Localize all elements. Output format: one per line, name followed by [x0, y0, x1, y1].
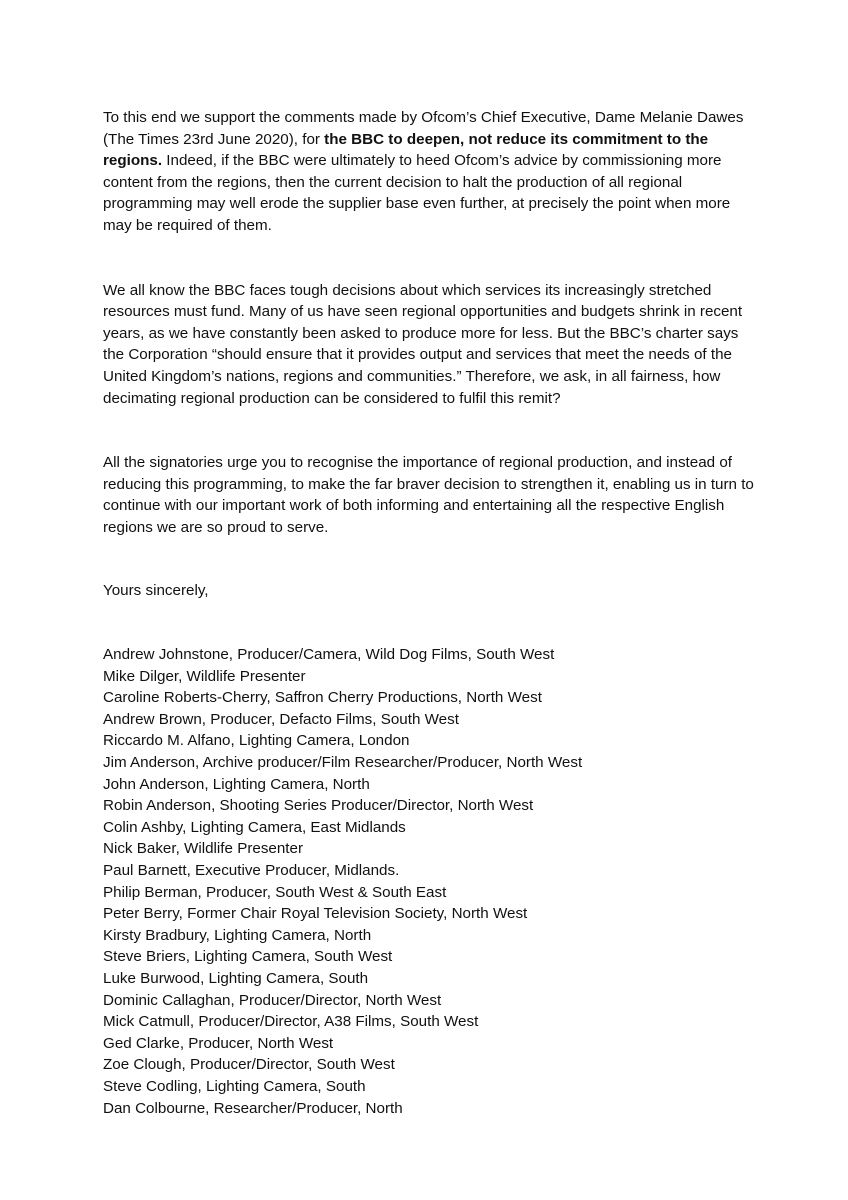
signatory-item: Jim Anderson, Archive producer/Film Researcher/Producer, North West	[103, 754, 583, 772]
paragraph-1-emphasis: the BBC to deepen, not reduce its commitment to the regions.	[103, 130, 709, 170]
paragraph-1-tail: Indeed, if the BBC were ultimately to heed Ofcom’s advice by commissioning more content from the regions, then the current decision to halt the production of all regional programming may well erode the supplier base even further, at precisely the point when more may be required of them.	[103, 152, 731, 234]
signatory-item: Robin Anderson, Shooting Series Producer/Director, North West	[103, 797, 534, 815]
paragraph-signatories-urge: All the signatories urge you to recognise the importance of regional production, and instead of reducing this programming, to make the far braver decision to strengthen it, enabling us in turn to continue with our important work of both informing and entertaining all the respective English regions we are so proud to serve.	[103, 454, 754, 536]
signatory-item: Riccardo M. Alfano, Lighting Camera, London	[103, 732, 410, 750]
signatory-item: Nick Baker, Wildlife Presenter	[103, 840, 304, 858]
signatory-item: Dan Colbourne, Researcher/Producer, North	[103, 1099, 403, 1117]
signatory-list	[103, 644, 763, 1119]
letter-body	[103, 107, 763, 1119]
signatory-item: Steve Briers, Lighting Camera, South West	[103, 948, 393, 966]
signatory-item: Ged Clarke, Producer, North West	[103, 1034, 334, 1052]
signatory-item: Philip Berman, Producer, South West & South East	[103, 883, 447, 901]
signatory-item: Dominic Callaghan, Producer/Director, North West	[103, 991, 442, 1009]
signatory-item: Peter Berry, Former Chair Royal Television Society, North West	[103, 905, 528, 923]
signatory-item: Steve Codling, Lighting Camera, South	[103, 1077, 366, 1095]
signatory-item: Paul Barnett, Executive Producer, Midlands.	[103, 862, 400, 880]
signatory-item: John Anderson, Lighting Camera, North	[103, 775, 370, 793]
paragraph-ofcom-comments	[103, 107, 763, 237]
signatory-item: Colin Ashby, Lighting Camera, East Midlands	[103, 818, 406, 836]
paragraph-bbc-charter: We all know the BBC faces tough decisions about which services its increasingly stretched resources must fund. Many of us have seen regional opportunities and budgets shrink in recent years, as we have constantly been asked to produce more for less. But the BBC’s charter says the Corporation “should ensure that it provides output and services that meet the needs of the United Kingdom’s nations, regions and communities.” Therefore, we ask, in all fairness, how decimating regional production can be considered to fulfil this remit?	[103, 281, 743, 407]
signatory-item: Mick Catmull, Producer/Director, A38 Films, South West	[103, 1013, 479, 1031]
closing-salutation: Yours sincerely,	[103, 581, 209, 599]
signatory-item: Andrew Johnstone, Producer/Camera, Wild Dog Films, South West	[103, 646, 555, 664]
signatory-item: Luke Burwood, Lighting Camera, South	[103, 970, 369, 987]
signatory-item: Caroline Roberts-Cherry, Saffron Cherry Productions, North West	[103, 689, 542, 707]
signatory-item: Kirsty Bradbury, Lighting Camera, North	[103, 926, 372, 944]
signatory-item: Zoe Clough, Producer/Director, South West	[103, 1056, 395, 1074]
paragraph-1-lead: To this end we support the comments made by Ofcom’s Chief Executive, Dame Melanie Dawes (The Times 23rd June 2020), for	[103, 109, 744, 148]
signatory-item: Andrew Brown, Producer, Defacto Films, South West	[103, 710, 459, 728]
signatory-item: Mike Dilger, Wildlife Presenter	[103, 667, 306, 685]
